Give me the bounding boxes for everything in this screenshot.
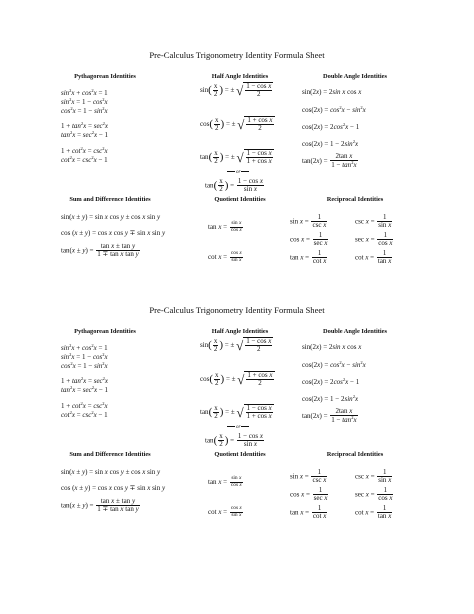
sheet-title: Pre-Calculus Trigonometry Identity Formula Sheet [149, 305, 325, 315]
reciprocal-identity: csc x = $\frac{1}{\text{sin x}}$ [355, 213, 392, 230]
reciprocal-header: Reciprocal Identities [326, 451, 384, 458]
pythagorean-identity: $\cot^2x = \csc^2x - 1$ [61, 410, 108, 419]
pythagorean-header: Pythagorean Identities [74, 73, 136, 80]
pythagorean-identity: $\sin^2x = 1 - \cos^2x$ [61, 352, 108, 361]
reciprocal-identity: tan x = $\frac{1}{\text{cot x}}$ [290, 504, 327, 521]
pythagorean-identity: $\cos^2x = 1 - \sin^2x$ [61, 106, 108, 115]
double-angle-identity: $\cos(2x) = \cos^2x - \sin^2x$ [302, 360, 366, 369]
sum-difference-sin: sin(x ± y) = sin x cos y ± cos x sin y [61, 213, 161, 221]
sum-difference-header: Sum and Difference Identities [69, 196, 151, 203]
pythagorean-identity: $\sin^2x + \cos^2x = 1$ [61, 88, 108, 97]
double-angle-identity: $\cos(2x) = \cos^2x - \sin^2x$ [302, 105, 366, 114]
reciprocal-identity: cos x = $\frac{1}{\text{sec x}}$ [290, 486, 328, 503]
reciprocal-identity: cos x = $\frac{1}{\text{sec x}}$ [290, 231, 328, 248]
double-angle-identity: $\cos(2x) = 1 - 2\sin^2x$ [302, 394, 359, 403]
sum-difference-cos: cos (x ± y) = cos x cos y ∓ sin x sin y [61, 229, 166, 237]
pythagorean-identity: $1 + \cot^2x = \csc^2x$ [61, 401, 108, 410]
quotient-tan: tan x = $\frac{\text{sin x}}{\text{cos x}}$ [208, 475, 242, 488]
half-angle-cos: cos( $\frac{x}{2}$ ) = ± √ $\frac{\text{1 + cos x}}{2}$ [200, 370, 273, 388]
reciprocal-identity: sec x = $\frac{1}{\text{cos x}}$ [355, 231, 393, 248]
half-angle-tan-fraction: tan( $\frac{x}{2}$ ) = $\frac{\text{1 − cos x}}{\text{sin x}}$ [205, 432, 263, 449]
double-angle-identity: tan(2x) = $\frac{\text{2tan x}}{1 - \tan^2x}$ [302, 407, 357, 425]
pythagorean-identity: $\sin^2x + \cos^2x = 1$ [61, 343, 108, 352]
sheet-title: Pre-Calculus Trigonometry Identity Formula Sheet [149, 50, 325, 60]
sum-difference-cos: cos (x ± y) = cos x cos y ∓ sin x sin y [61, 484, 166, 492]
double-angle-identity: sin(2x) = 2sin x cos x [302, 343, 362, 351]
double-angle-identity: $\cos(2x) = 2\cos^2x - 1$ [302, 377, 360, 386]
half-angle-tan-fraction: tan( $\frac{x}{2}$ ) = $\frac{\text{1 − cos x}}{\text{sin x}}$ [205, 177, 263, 194]
formula-sheet-top [0, 50, 474, 300]
reciprocal-identity: sin x = $\frac{1}{\text{csc x}}$ [290, 468, 327, 485]
half-angle-sin: sin( $\frac{x}{2}$ ) = ± √ $\frac{\text{1 − cos x}}{2}$ [200, 336, 272, 354]
reciprocal-identity: sec x = $\frac{1}{\text{cos x}}$ [355, 486, 393, 503]
half-angle-sin: sin( $\frac{x}{2}$ ) = ± √ $\frac{\text{1 − cos x}}{2}$ [200, 81, 272, 99]
half-angle-tan-root: tan( $\frac{x}{2}$ ) = ± √ $\frac{\text{1 − cos x}}{\text{1 + cos x}}$ [200, 403, 272, 421]
half-angle-tan-root: tan( $\frac{x}{2}$ ) = ± √ $\frac{\text{1 − cos x}}{\text{1 + cos x}}$ [200, 148, 272, 166]
quotient-cot: cot x = $\frac{\text{cos x}}{\text{sin x}}$ [208, 505, 242, 518]
pythagorean-identity: $1 + \tan^2x = \sec^2x$ [61, 121, 109, 130]
reciprocal-header: Reciprocal Identities [326, 196, 384, 203]
quotient-cot: cot x = $\frac{\text{cos x}}{\text{sin x}}$ [208, 250, 242, 263]
quotient-header: Quotient Identities [214, 196, 266, 203]
half-angle-cos: cos( $\frac{x}{2}$ ) = ± √ $\frac{\text{1 + cos x}}{2}$ [200, 115, 273, 133]
double-angle-identity: tan(2x) = $\frac{\text{2tan x}}{1 - \tan^2x}$ [302, 152, 357, 170]
sum-difference-tan: tan(x ± y) = $\frac{\text{tan x ± tan y}}{\text{1 ∓ tan x tan y}}$ [61, 497, 139, 514]
sum-difference-sin: sin(x ± y) = sin x cos y ± cos x sin y [61, 468, 161, 476]
double-angle-identity: sin(2x) = 2sin x cos x [302, 88, 362, 96]
double-angle-identity: $\cos(2x) = 2\cos^2x - 1$ [302, 122, 360, 131]
half-angle-header: Half Angle Identities [211, 73, 269, 80]
or-divider: or [226, 170, 250, 175]
quotient-header: Quotient Identities [214, 451, 266, 458]
pythagorean-identity: $\cos^2x = 1 - \sin^2x$ [61, 361, 108, 370]
pythagorean-identity: $1 + \cot^2x = \csc^2x$ [61, 146, 108, 155]
half-angle-header: Half Angle Identities [211, 328, 269, 335]
pythagorean-identity: $1 + \tan^2x = \sec^2x$ [61, 376, 109, 385]
reciprocal-identity: cot x = $\frac{1}{\text{tan x}}$ [355, 249, 392, 266]
pythagorean-header: Pythagorean Identities [74, 328, 136, 335]
sum-difference-header: Sum and Difference Identities [69, 451, 151, 458]
reciprocal-identity: sin x = $\frac{1}{\text{csc x}}$ [290, 213, 327, 230]
reciprocal-identity: tan x = $\frac{1}{\text{cot x}}$ [290, 249, 327, 266]
double-angle-identity: $\cos(2x) = 1 - 2\sin^2x$ [302, 139, 359, 148]
reciprocal-identity: csc x = $\frac{1}{\text{sin x}}$ [355, 468, 392, 485]
formula-sheet-bottom [0, 305, 474, 555]
pythagorean-identity: $\cot^2x = \csc^2x - 1$ [61, 155, 108, 164]
or-divider: or [226, 425, 250, 430]
pythagorean-identity: $\sin^2x = 1 - \cos^2x$ [61, 97, 108, 106]
sum-difference-tan: tan(x ± y) = $\frac{\text{tan x ± tan y}}{\text{1 ∓ tan x tan y}}$ [61, 242, 139, 259]
pythagorean-identity: $\tan^2x = \sec^2x - 1$ [61, 385, 109, 394]
double-angle-header: Double Angle Identities [323, 328, 387, 335]
pythagorean-identity: $\tan^2x = \sec^2x - 1$ [61, 130, 109, 139]
reciprocal-identity: cot x = $\frac{1}{\text{tan x}}$ [355, 504, 392, 521]
double-angle-header: Double Angle Identities [323, 73, 387, 80]
quotient-tan: tan x = $\frac{\text{sin x}}{\text{cos x}}$ [208, 220, 242, 233]
